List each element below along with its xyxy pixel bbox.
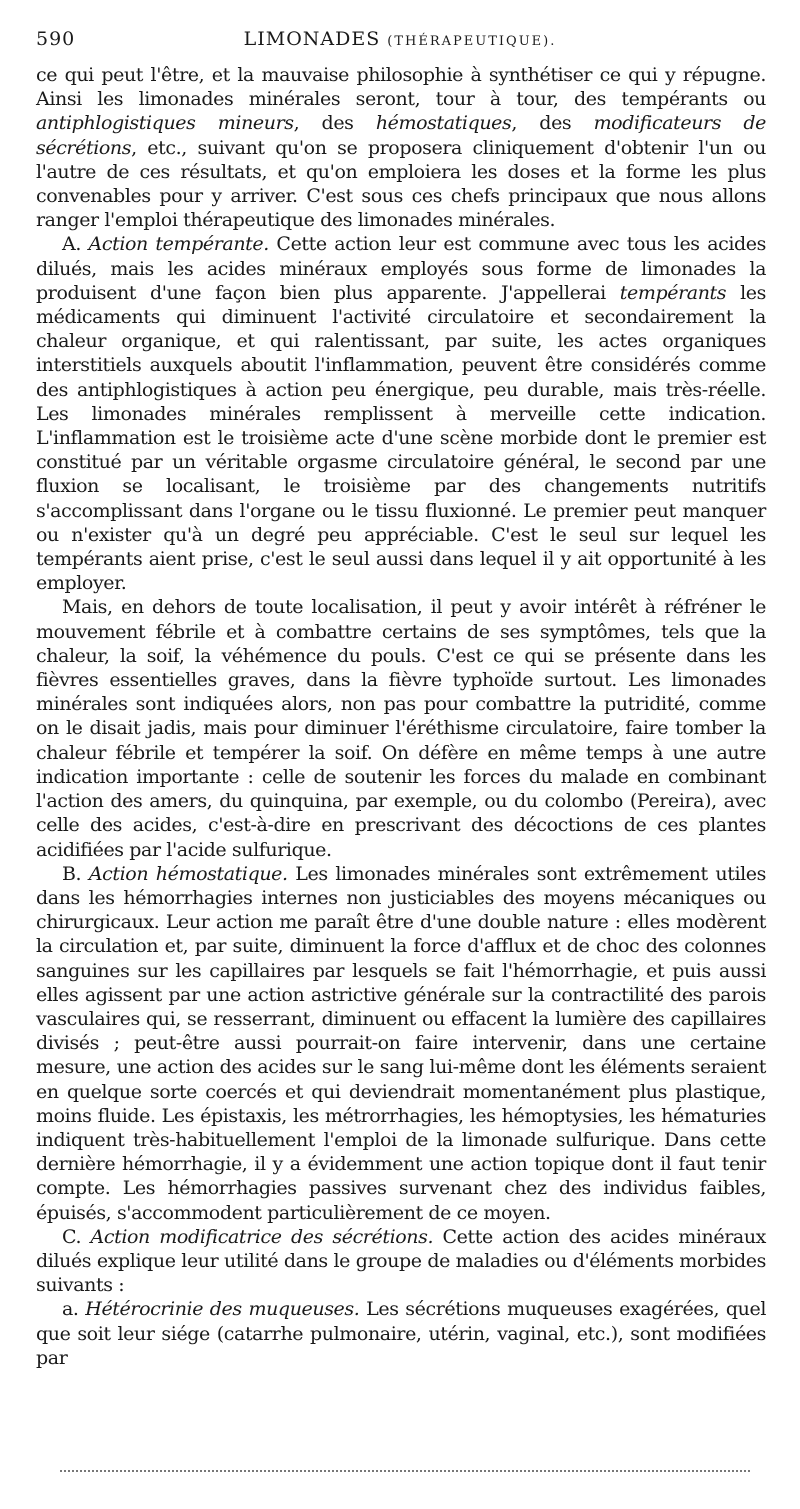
text-run: Les sécrétions muqueuses exagérées, quel que soit leur siége (catarrhe pulmonaire, utérin, vaginal, etc.), sont modifiées par	[36, 1298, 766, 1369]
italic-term: tempérants	[619, 281, 727, 304]
section-heading: Action hémostatique.	[88, 862, 288, 885]
italic-term: modificateurs de sécrétions	[36, 112, 766, 159]
text-run: Cette action leur est commune avec tous les acides dilués, mais les acides minéraux employés sous forme de limonades la produisent d'une façon bien plus apparente. J'appellerai	[36, 233, 767, 304]
text-run: , des	[293, 112, 376, 135]
text-run: , des	[511, 112, 594, 135]
running-title-main: LIMONADES	[243, 28, 381, 50]
section-letter: B.	[62, 862, 89, 885]
body-text	[36, 63, 766, 1370]
running-title-subtitle: (THÉRAPEUTIQUE).	[387, 34, 557, 49]
text-run: ce qui peut l'être, et la mauvaise philosophie à synthétiser ce qui y répugne. Ainsi les limonades minérales seront, tour à tour, des tempérants ou	[36, 64, 766, 111]
italic-term: hémostatiques	[375, 112, 512, 135]
text-run: Cette action des acides minéraux dilués explique leur utilité dans le groupe de maladies ou d'éléments morbides suivants :	[36, 1225, 766, 1297]
section-heading: Action modificatrice des sécrétions.	[90, 1225, 434, 1248]
paragraph-heterocrinie	[36, 1297, 766, 1370]
paragraph-action-temperante	[36, 232, 766, 595]
bottom-dotted-rule	[60, 1470, 750, 1472]
page-number: 590	[36, 28, 76, 50]
running-title	[36, 28, 764, 50]
paragraph-intro	[36, 63, 766, 232]
subsection-heading: Hétérocrinie des muqueuses.	[85, 1298, 360, 1321]
text-run: , etc., suivant qu'on se proposera cliniquement d'obtenir l'un ou l'autre de ces résultats, et qu'on emploiera les doses et la forme les plus convenables pour y arriver. C'est sous ces chefs principaux que nous allons ranger l'emploi thérapeutique des limonades minérales.	[36, 136, 766, 232]
section-heading: Action tempérante.	[88, 233, 269, 256]
paragraph-action-hemostatique	[36, 862, 766, 1225]
italic-term: antiphlogistiques mineurs	[36, 112, 294, 135]
section-letter: C.	[62, 1225, 91, 1248]
section-letter: A.	[62, 233, 89, 256]
text-run: les médicaments qui diminuent l'activité circulatoire et secondairement la chaleur organique, et qui ralentissant, par suite, les actes organiques interstitiels auxquels aboutit l'inflammation, peuvent être considérés comme des antiphlogistiques à action peu énergique, peu durable, mais très-réelle. Les limonades minérales remplissent à merveille cette indication. L'inflammation est le troisième acte d'une scène morbide dont le premier est constitué par un véritable orgasme circulatoire général, le second par une fluxion se localisant, le troisième par des changements nutritifs s'accomplissant dans l'organe ou le tissu fluxionné. Le premier peut manquer ou n'exister qu'à un degré peu appréciable. C'est le seul sur lequel les tempérants aient prise, c'est le seul aussi dans lequel il y ait opportunité à les employer.	[36, 281, 766, 595]
text-run: Mais, en dehors de toute localisation, il peut y avoir intérêt à réfréner le mouvement fébrile et à combattre certains de ses symptômes, tels que la chaleur, la soif, la véhémence du pouls. C'est ce qui se présente dans les fièvres essentielles graves, dans la fièvre typhoïde surtout. Les limonades minérales sont indiquées alors, non pas pour combattre la putridité, comme on le disait jadis, mais pour diminuer l'éréthisme circulatoire, faire tomber la chaleur fébrile et tempérer la soif. On défère en même temps à une autre indication importante : celle de soutenir les forces du malade en combinant l'action des amers, du quinquina, par exemple, ou du colombo (Pereira), avec celle des acides, c'est-à-dire en prescrivant des décoctions de ces plantes acidifiées par l'acide sulfurique.	[36, 596, 766, 861]
paragraph-action-modificatrice	[36, 1225, 766, 1298]
paragraph-fievres	[36, 595, 766, 861]
running-head	[36, 28, 764, 56]
subsection-letter: a.	[62, 1298, 86, 1321]
text-run: Les limonades minérales sont extrêmement utiles dans les hémorrhagies internes non justiciables des moyens mécaniques ou chirurgicaux. Leur action me paraît être d'une double nature : elles modèrent la circulation et, par suite, diminuent la force d'afflux et de choc des colonnes sanguines sur les capillaires par lesquels se fait l'hémorrhagie, et puis aussi elles agissent par une action astrictive générale sur la contractilité des parois vasculaires qui, se resserrant, diminuent ou effacent la lumière des capillaires divisés ; peut-être aussi pourrait-on faire intervenir, dans une certaine mesure, une action des acides sur le sang lui-même dont les éléments seraient en quelque sorte coercés et qui deviendrait momentanément plus plastique, moins fluide. Les épistaxis, les métrorrhagies, les hémoptysies, les hématuries indiquent très-habituellement l'emploi de la limonade sulfurique. Dans cette dernière hémorrhagie, il y a évidemment une action topique dont il faut tenir compte. Les hémorrhagies passives survenant chez des individus faibles, épuisés, s'accommodent particulièrement de ce moyen.	[36, 862, 766, 1224]
